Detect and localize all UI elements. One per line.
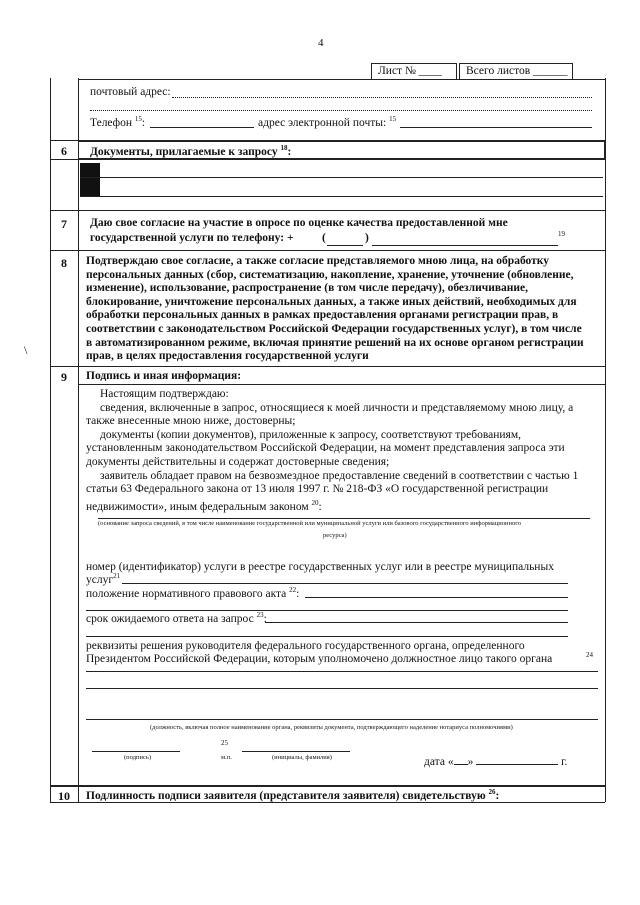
- redacted-block: [80, 163, 100, 196]
- legal-act-field: [305, 597, 568, 598]
- decision-details-text-2: Президентом Российской Федерации, которым уполномочено должностное лицо такого органа: [86, 653, 553, 665]
- frame-right: [605, 78, 606, 802]
- phone-code-field: [327, 245, 363, 246]
- survey-phone-field: [372, 245, 558, 246]
- email-label: адрес электронной почты: $^{15}$: [258, 115, 397, 129]
- row-10-number: 10: [58, 789, 70, 803]
- phone-code-bracket-close: ): [365, 232, 369, 244]
- total-sheets-label: Всего листов ______: [466, 65, 568, 77]
- row-9-divider: [50, 366, 605, 367]
- decision-field-1: [86, 671, 598, 672]
- row-9-number: 9: [61, 370, 67, 384]
- signature-field: [92, 751, 180, 752]
- total-sheets-box: [459, 63, 573, 80]
- row-9-title-divider: [78, 384, 605, 385]
- seal-caption: м.п.: [221, 754, 232, 761]
- documents-line-2: [80, 196, 603, 197]
- row-7-number: 7: [61, 217, 67, 231]
- row-6-title-frame: [78, 141, 605, 159]
- margin-checkmark: \: [24, 343, 28, 357]
- row-7-note: 19: [558, 230, 565, 238]
- row-7-text-2: государственной услуги по телефону: +: [90, 232, 294, 244]
- frame-top: [78, 79, 605, 80]
- row-7-divider: [50, 210, 605, 211]
- date-field: дата « » г.: [424, 756, 568, 768]
- row-7-text-1: Даю свое согласие на участие в опросе по оценке качества предоставленной мне: [90, 217, 508, 229]
- row-6-number: 6: [61, 144, 67, 158]
- frame-number-col: [78, 78, 79, 802]
- phone-field: [150, 127, 254, 128]
- official-caption: (должность, включая полное наименование органа, реквизиты документа, подтверждающего наделение нотариуса полномочиями): [150, 724, 513, 731]
- service-id-text: номер (идентификатор) услуги в реестре государственных услуг или в реестре муниципальных: [86, 561, 554, 573]
- name-caption: (инициалы, фамилия): [272, 754, 332, 761]
- frame-left: [50, 78, 51, 802]
- email-field: [400, 127, 592, 128]
- signature-caption: (подпись): [124, 754, 151, 761]
- signature-note: 25: [221, 739, 228, 747]
- response-deadline-field: [265, 622, 568, 623]
- row-9-title: Подпись и иная информация:: [86, 370, 242, 382]
- name-field: [242, 751, 350, 752]
- postal-address-field: [172, 97, 592, 98]
- basis-caption-2: ресурса): [323, 532, 347, 539]
- row-10-divider: [50, 785, 605, 787]
- decision-note: 24: [586, 651, 593, 659]
- service-id-field: [122, 583, 568, 584]
- row-6-divider: [50, 159, 605, 160]
- frame-bottom: [50, 802, 605, 803]
- service-id-text-2: услуг$^{21}$: [86, 572, 121, 586]
- response-deadline-field-2: [86, 636, 568, 637]
- page-number: 4: [318, 37, 324, 49]
- phone-code-bracket: (: [322, 232, 326, 244]
- row-8-consent-text: Подтверждаю свое согласие, а также согласие представляемого мною лица, на обработку персональных данных (сбор, систематизацию, накопление, хранение, уточнение (обновление, изменение), использование, распространение (в том числе передачу), обезличивание, блокирование, уничтожение персональных данных, а также иных действий, необходимых для обработки персональных данных в рамках предоставления органами регистрации прав, в соответствии с законодательством Российской Федерации государственных услуг), в том числе в автоматизированном режиме, включая принятие решений на их основе органом регистрации прав, в целях предоставления государственной услуги: [86, 255, 584, 363]
- decision-field-2: [86, 688, 598, 689]
- row-9-body: Настоящим подтверждаю: сведения, включенные в запрос, относящиеся к моей личности и представляемому мною лицу, а также внесенные мною ниже, достоверны; документы (копии документов), приложенные к запросу, соответствуют требованиям, установленным законодательством Российской Федерации, на момент представления запроса эти документы действительны и содержат достоверные сведения; заявитель обладает правом на безвозмездное предоставление сведений в соответствии с частью 1 статьи 63 Федерального закона от 13 июля 1997 г. № 218-ФЗ «О государственной регистрации недвижимости», иным федеральным законом $^{20}$:: [86, 388, 579, 513]
- sheet-number-box: [371, 63, 457, 80]
- basis-caption-1: (основание запроса сведений, в том числе наименование государственной или муниципальной услуги или базового государственного информационного: [98, 520, 521, 527]
- row-6-title: Документы, прилагаемые к запросу $^{18}$:: [90, 144, 292, 158]
- row-8-divider: [50, 250, 605, 251]
- response-deadline-label: срок ожидаемого ответа на запрос $^{23}$:: [86, 611, 267, 625]
- basis-field: [98, 518, 590, 519]
- phone-label: Телефон $^{15}$:: [90, 115, 146, 129]
- postal-address-field-2: [90, 110, 592, 111]
- documents-line-1: [80, 177, 603, 178]
- row-8-number: 8: [61, 256, 67, 270]
- legal-act-label: положение нормативного правового акта $^{22}$:: [86, 586, 300, 600]
- postal-address-label: почтовый адрес:: [90, 86, 171, 98]
- decision-details-text: реквизиты решения руководителя федерального государственного органа, определенного: [86, 640, 525, 652]
- sheet-number-label: Лист № ____: [378, 65, 442, 77]
- official-field: [86, 719, 598, 720]
- row-10-title: Подлинность подписи заявителя (представителя заявителя) свидетельствую $^{26}$:: [86, 788, 500, 802]
- legal-act-field-2: [86, 610, 568, 611]
